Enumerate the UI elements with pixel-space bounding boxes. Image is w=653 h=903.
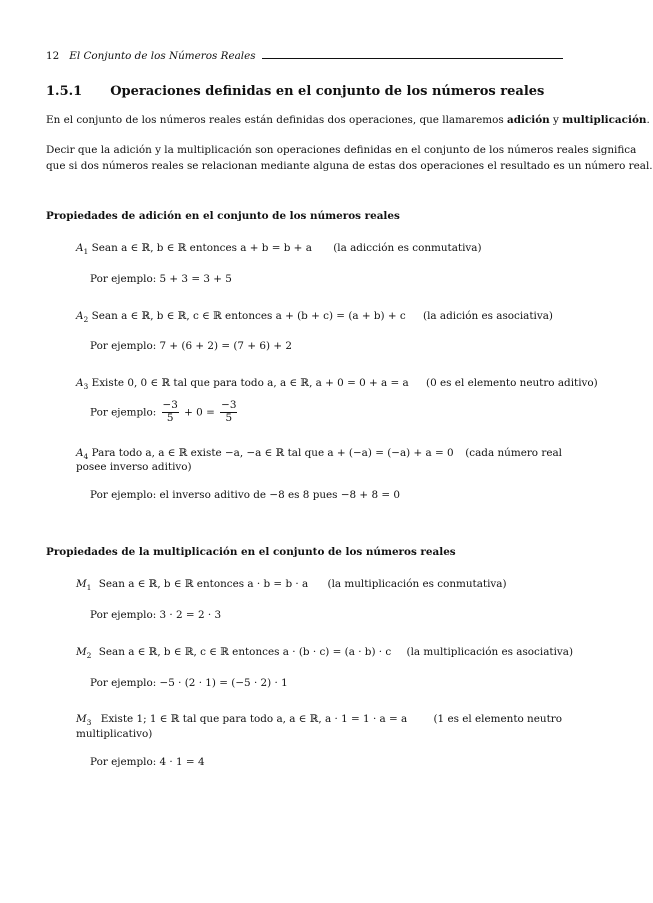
- addition-heading: Propiedades de adición en el conjunto de los números reales: [46, 210, 400, 222]
- property-statement: Existe 0, 0 ∈ ℝ tal que para todo a, a ∈ ℝ, a + 0 = 0 + a = a: [91, 377, 409, 389]
- property-m3: [76, 713, 562, 727]
- example-a3: [90, 400, 239, 425]
- property-a4: [76, 447, 562, 461]
- running-title: El Conjunto de los Números Reales: [69, 50, 256, 62]
- example-prefix: Por ejemplo:: [90, 406, 157, 419]
- section-number: 1.5.1: [46, 84, 83, 99]
- property-statement: Sean a ∈ ℝ, b ∈ ℝ, c ∈ ℝ entonces a · (b · c) = (a · b) · c: [98, 646, 392, 658]
- property-statement: Sean a ∈ ℝ, b ∈ ℝ, c ∈ ℝ entonces a + (b + c) = (a + b) + c: [91, 310, 406, 322]
- property-statement: Sean a ∈ ℝ, b ∈ ℝ entonces a + b = b + a: [91, 242, 312, 254]
- property-label: $A_4$: [76, 447, 89, 462]
- fraction: $\frac{-3}{5}$: [221, 399, 237, 424]
- intro-paragraph-1: [46, 114, 650, 126]
- property-m2: [76, 646, 573, 660]
- property-label: $M_3$: [76, 713, 92, 728]
- property-m1: [76, 578, 507, 592]
- example-m1: Por ejemplo: 3 · 2 = 2 · 3: [90, 609, 222, 621]
- intro-text: En el conjunto de los números reales están definidas dos operaciones, que llamaremos: [46, 114, 507, 126]
- property-label: $M_2$: [76, 646, 92, 661]
- property-label: $M_1$: [76, 578, 92, 593]
- property-a2: [76, 310, 553, 324]
- property-a1: [76, 242, 482, 256]
- intro-paragraph-2-line-1: Decir que la adición y la multiplicación son operaciones definidas en el conjunto de los números reales significa: [46, 144, 637, 156]
- header-rule: [262, 58, 563, 59]
- example-a2: Por ejemplo: 7 + (6 + 2) = (7 + 6) + 2: [90, 340, 292, 352]
- property-note: (1 es el elemento neutro: [433, 713, 562, 725]
- property-note: (cada número real: [465, 447, 562, 459]
- property-statement: Sean a ∈ ℝ, b ∈ ℝ entonces a · b = b · a: [98, 578, 309, 590]
- property-label: $A_3$: [76, 377, 89, 392]
- section-heading: [46, 84, 544, 99]
- property-note: (0 es el elemento neutro aditivo): [426, 377, 598, 389]
- section-title: Operaciones definidas en el conjunto de los números reales: [110, 84, 545, 99]
- property-label: $A_1$: [76, 242, 89, 257]
- intro-text-end: .: [646, 114, 650, 126]
- property-note-continued: posee inverso aditivo): [76, 461, 192, 473]
- property-note-continued: multiplicativo): [76, 728, 153, 740]
- property-statement: Existe 1; 1 ∈ ℝ tal que para todo a, a ∈ ℝ, a · 1 = 1 · a = a: [100, 713, 408, 725]
- multiplication-heading: Propiedades de la multiplicación en el conjunto de los números reales: [46, 546, 456, 558]
- page-header: [46, 50, 563, 62]
- term-multiplicacion: multiplicación: [562, 114, 647, 126]
- term-adicion: adición: [507, 114, 550, 126]
- property-note: (la multiplicación es asociativa): [406, 646, 574, 658]
- example-a1: Por ejemplo: 5 + 3 = 3 + 5: [90, 273, 232, 285]
- property-a3: [76, 377, 598, 391]
- intro-paragraph-2-line-2: que si dos números reales se relacionan mediante alguna de estas dos operaciones el resultado es un número real.: [46, 160, 653, 172]
- example-a4: Por ejemplo: el inverso aditivo de −8 es 8 pues −8 + 8 = 0: [90, 489, 400, 501]
- property-note: (la adicción es conmutativa): [333, 242, 482, 254]
- property-label: $A_2$: [76, 310, 89, 325]
- property-note: (la adición es asociativa): [423, 310, 553, 322]
- example-m2: Por ejemplo: −5 · (2 · 1) = (−5 · 2) · 1: [90, 677, 288, 689]
- example-m3: Por ejemplo: 4 · 1 = 4: [90, 756, 205, 768]
- plus-zero: + 0 =: [184, 406, 215, 419]
- property-statement: Para todo a, a ∈ ℝ existe −a, −a ∈ ℝ tal que a + (−a) = (−a) + a = 0: [91, 447, 454, 459]
- property-note: (la multiplicación es conmutativa): [327, 578, 507, 590]
- page-number: 12: [46, 50, 60, 62]
- intro-text-mid: y: [549, 114, 563, 126]
- fraction: $\frac{-3}{5}$: [162, 399, 178, 424]
